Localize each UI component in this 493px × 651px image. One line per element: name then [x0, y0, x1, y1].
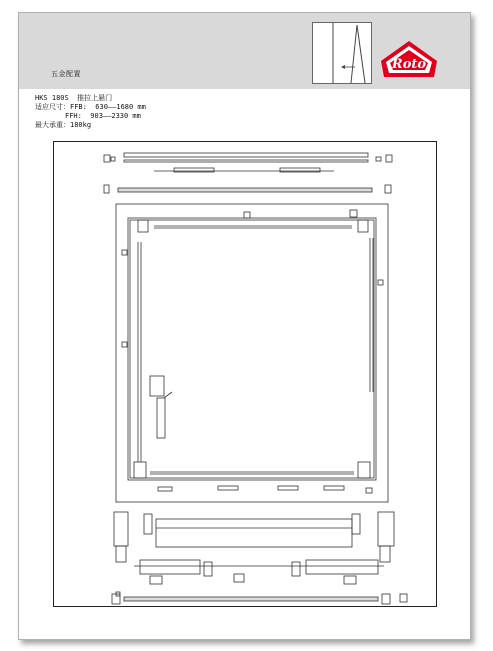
hardware-drawing-svg: [54, 142, 436, 606]
weight-row: [35, 121, 146, 130]
document-page: [18, 12, 471, 640]
weight-label: 最大承重：: [35, 121, 70, 129]
section-label: 五金配置: [51, 70, 81, 78]
page-header: [19, 13, 470, 89]
hardware-drawing: [53, 141, 437, 607]
spec-block: [35, 94, 146, 130]
product-title: HKS 180S 推拉上悬门: [35, 94, 113, 102]
ffh-value: FFH: 903——2330 mm: [65, 112, 141, 120]
logo-text: Roto: [391, 57, 427, 72]
size-row: [35, 103, 146, 112]
ffh-row: [35, 112, 146, 121]
door-opening-diagram-icon: [312, 22, 372, 84]
weight-value: 180kg: [70, 121, 92, 129]
ffb-value: FFB: 630——1680 mm: [70, 103, 146, 111]
roto-logo: [379, 39, 439, 79]
size-label: 适应尺寸：: [35, 103, 70, 111]
